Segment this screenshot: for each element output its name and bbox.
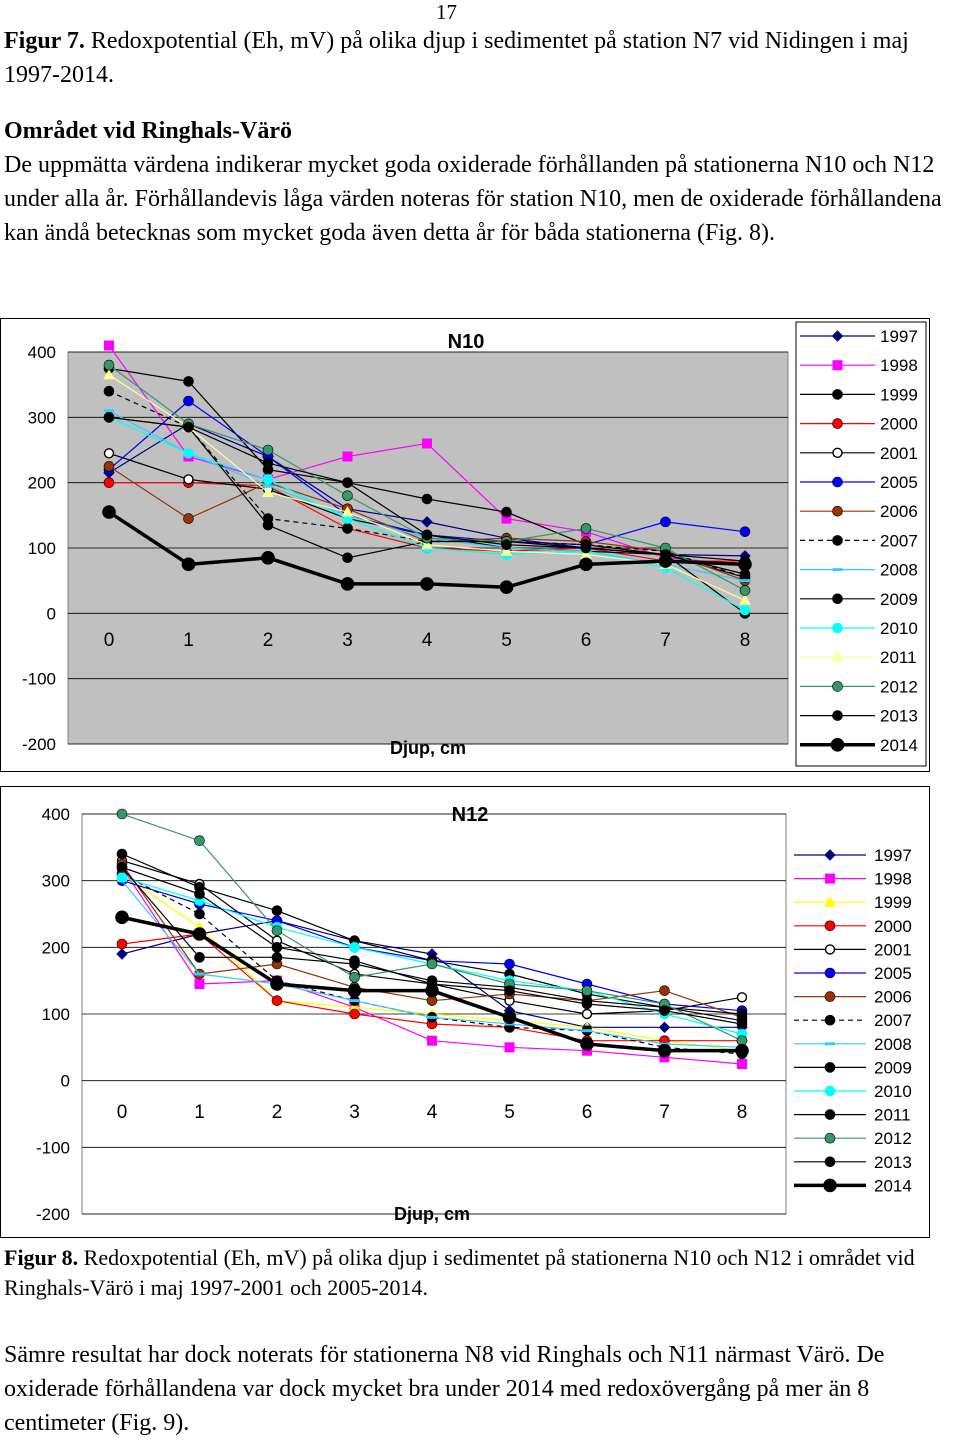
x-tick-label: 0 [116,1102,128,1123]
data-point-2014 [736,1044,749,1057]
x-tick-label: 1 [194,1102,205,1123]
data-point-2014 [341,577,354,590]
legend [796,322,926,766]
legend-marker [833,389,843,399]
y-tick-label: 400 [27,343,56,362]
legend-marker [833,623,843,633]
legend-marker [825,1157,835,1167]
legend-label: 1999 [874,893,912,913]
data-point-2012 [343,491,353,501]
data-point-2009 [343,553,353,563]
data-point-2008 [104,409,114,412]
data-point-1998 [195,980,204,989]
y-tick-label: 300 [41,871,70,891]
data-point-2007 [195,909,205,919]
legend-label: 2011 [874,1105,911,1125]
data-point-1998 [343,452,352,461]
data-point-2006 [660,986,670,996]
data-point-2013 [195,889,205,899]
x-tick-label: 7 [659,1102,670,1123]
conclusion-paragraph: Sämre resultat har dock noterats för stationerna N8 vid Ringhals och N11 närmast Värö. De oxiderade förhållandena var dock mycket bra under 2014 med redoxövergång på mer än 8 centimeter (Fig. 9). [4,1342,885,1436]
legend-label: 2008 [874,1034,912,1054]
data-point-2007 [104,386,114,396]
page-number: 17 [436,0,457,24]
data-point-2011 [737,1009,747,1019]
data-point-2014 [103,506,116,519]
legend-label: 1997 [880,327,918,346]
figure-8-caption-text: Redoxpotential (Eh, mV) på olika djup i sedimentet på stationerna N10 och N12 i området vid Ringhals-Värö i maj 1997-2001 och 2005-2014. [4,1245,915,1300]
chart-title: N12 [451,804,489,826]
data-point-2013 [582,999,592,1009]
data-point-2010 [350,942,360,952]
x-tick-label: 2 [271,1102,283,1123]
legend-label: 2006 [874,987,912,1007]
data-point-2014 [658,1044,671,1057]
x-tick-label: 4 [426,1102,438,1123]
data-point-1998 [738,1060,747,1069]
data-point-2001 [184,475,193,484]
legend-label: 2014 [880,735,918,755]
data-point-1998 [105,341,114,350]
figure-7-label: Figur 7. [4,28,85,54]
data-point-2006 [104,461,114,471]
legend-label: 1998 [880,356,918,376]
x-tick-label: 4 [421,630,433,651]
legend-label: 2005 [874,964,912,983]
legend-marker [833,477,843,487]
legend-marker [833,594,843,604]
legend-label: 2011 [880,648,917,668]
data-point-2014 [262,551,275,564]
legend-marker [826,945,835,954]
data-point-2012 [272,926,282,936]
data-point-2014 [421,577,434,590]
data-point-2008 [350,999,360,1002]
legend-marker [833,448,842,457]
data-point-2013 [104,412,114,422]
data-point-1999 [502,507,512,517]
legend-marker [826,874,835,883]
data-point-2014 [580,558,593,571]
data-point-2013 [184,422,194,432]
data-point-2001 [583,1010,592,1019]
legend-label: 2007 [874,1011,912,1031]
data-point-2012 [427,959,437,969]
data-point-2013 [737,1019,747,1029]
y-tick-label: 100 [41,1005,70,1024]
figure-8-caption [4,1243,959,1303]
chart-n10 [0,318,930,772]
data-point-2012 [195,836,205,846]
legend-marker [833,361,842,370]
data-point-2008 [427,1016,437,1019]
legend-marker [833,419,843,429]
legend-marker [825,1133,835,1143]
data-point-2012 [740,585,750,595]
data-point-2014 [581,1038,594,1051]
chart-n12 [0,786,930,1238]
data-point-2012 [581,523,591,533]
data-point-2013 [505,986,515,996]
x-tick-label: 7 [660,630,671,651]
data-point-2010 [184,448,194,458]
legend-marker [833,568,843,571]
legend-label: 2006 [880,502,918,522]
data-point-2009 [263,520,273,530]
y-tick-label: -100 [21,669,56,689]
x-tick-label: 8 [736,1102,748,1123]
data-point-2011 [195,952,205,962]
y-tick-label: -200 [35,1205,70,1224]
data-point-2013 [422,530,432,540]
data-point-2011 [272,952,282,962]
legend-label: 2012 [880,677,918,697]
data-point-2013 [660,1006,670,1016]
y-tick-label: 200 [27,473,56,493]
legend-label: 2000 [874,916,912,936]
data-point-2005 [505,959,515,969]
data-point-2010 [117,872,127,882]
y-tick-label: -200 [21,735,56,754]
legend-label: 2014 [874,1176,912,1196]
figure-8-label: Figur 8. [4,1245,79,1270]
data-point-2008 [740,579,750,582]
data-point-1998 [428,1036,437,1045]
data-point-2008 [195,973,205,976]
data-point-2013 [263,458,273,468]
x-tick-label: 1 [183,630,194,651]
legend-label: 2012 [874,1129,912,1149]
x-tick-label: 3 [349,1102,360,1123]
x-axis-label: Djup, cm [393,1204,471,1224]
figure-7-caption [4,24,959,92]
legend-marker [825,992,835,1002]
data-point-2014 [271,978,284,991]
data-point-2013 [343,478,353,488]
data-point-2014 [500,581,513,594]
legend-marker [825,1042,835,1045]
data-point-2000 [104,478,114,488]
data-point-2009 [272,906,282,916]
x-tick-label: 6 [581,1102,593,1123]
x-tick-label: 5 [501,630,512,651]
legend-label: 2009 [874,1058,912,1078]
y-tick-label: 200 [41,938,70,958]
legend-marker [825,968,835,978]
data-point-2007 [343,523,353,533]
figure-7-caption-text: Redoxpotential (Eh, mV) på olika djup i sedimentet på station N7 vid Nidingen i maj 1997-2014. [4,28,909,88]
legend-label: 2008 [880,560,918,580]
legend-label: 1998 [874,869,912,889]
legend-marker [833,535,843,545]
legend-marker [825,1110,835,1120]
data-point-2012 [104,360,114,370]
section-body: De uppmätta värdena indikerar mycket goda oxiderade förhållanden på stationerna N10 och N12 under alla år. Förhållandevis låga värden noteras för station N10, men de oxiderade förhållandena kan ändå betecknas som mycket goda även detta år för båda stationerna (Fig. 8). [4,152,942,246]
legend-label: 1999 [880,385,918,405]
y-tick-label: -100 [35,1138,70,1158]
data-point-2012 [117,809,127,819]
data-point-2013 [502,540,512,550]
data-point-2013 [272,942,282,952]
data-point-2006 [184,514,194,524]
x-tick-label: 2 [262,630,274,651]
legend-marker [831,738,844,751]
ringhals-section [4,114,959,250]
data-point-2010 [740,605,750,615]
legend-marker [833,681,843,691]
data-point-1999 [184,376,194,386]
data-point-2005 [661,517,671,527]
data-point-1998 [505,1043,514,1052]
data-point-2013 [117,862,127,872]
chart-title: N10 [447,331,485,353]
data-point-2014 [426,984,439,997]
legend-marker [825,921,835,931]
x-tick-label: 5 [504,1102,515,1123]
legend-label: 2000 [880,414,918,434]
data-point-2000 [117,939,127,949]
legend-label: 2013 [880,706,918,726]
data-point-2014 [739,558,752,571]
data-point-2009 [117,849,127,859]
legend-label: 2010 [874,1082,912,1101]
data-point-1998 [423,439,432,448]
data-point-2014 [503,1011,516,1024]
y-tick-label: 0 [60,1071,70,1091]
data-point-2005 [740,527,750,537]
data-point-2014 [348,984,361,997]
legend-marker [825,1015,835,1025]
data-point-2008 [582,1029,592,1032]
x-tick-label: 6 [580,630,592,651]
data-point-2014 [182,558,195,571]
data-point-2010 [263,474,273,484]
y-tick-label: 300 [27,408,56,428]
data-point-2014 [193,928,206,941]
legend-label: 2009 [880,589,918,609]
legend-marker [825,1086,835,1096]
data-point-2001 [105,449,114,458]
y-tick-label: 400 [41,805,70,824]
legend-label: 2001 [874,940,912,960]
legend-marker [824,1179,837,1192]
data-point-2013 [581,543,591,553]
y-tick-label: 100 [27,539,56,558]
legend-label: 2010 [880,619,918,638]
data-point-2014 [659,555,672,568]
legend-label: 2005 [880,473,918,492]
legend-marker [825,1062,835,1072]
legend-marker [833,711,843,721]
x-tick-label: 3 [342,630,353,651]
data-point-2005 [184,396,194,406]
data-point-2012 [263,445,273,455]
y-tick-label: 0 [46,604,56,624]
legend-marker [833,506,843,516]
data-point-2012 [582,986,592,996]
legend-label: 2001 [880,443,918,463]
data-point-2012 [350,972,360,982]
data-point-1999 [422,494,432,504]
x-tick-label: 8 [739,630,751,651]
data-point-2014 [116,911,129,924]
data-point-2001 [738,993,747,1002]
x-tick-label: 0 [103,630,115,651]
legend-label: 2013 [874,1152,912,1172]
data-point-2000 [350,1009,360,1019]
legend-label: 1997 [874,846,912,865]
x-axis-label: Djup, cm [389,738,467,758]
data-point-2000 [272,996,282,1006]
legend-label: 2007 [880,531,918,551]
section-heading: Området vid Ringhals-Värö [4,118,292,144]
data-point-2013 [350,956,360,966]
